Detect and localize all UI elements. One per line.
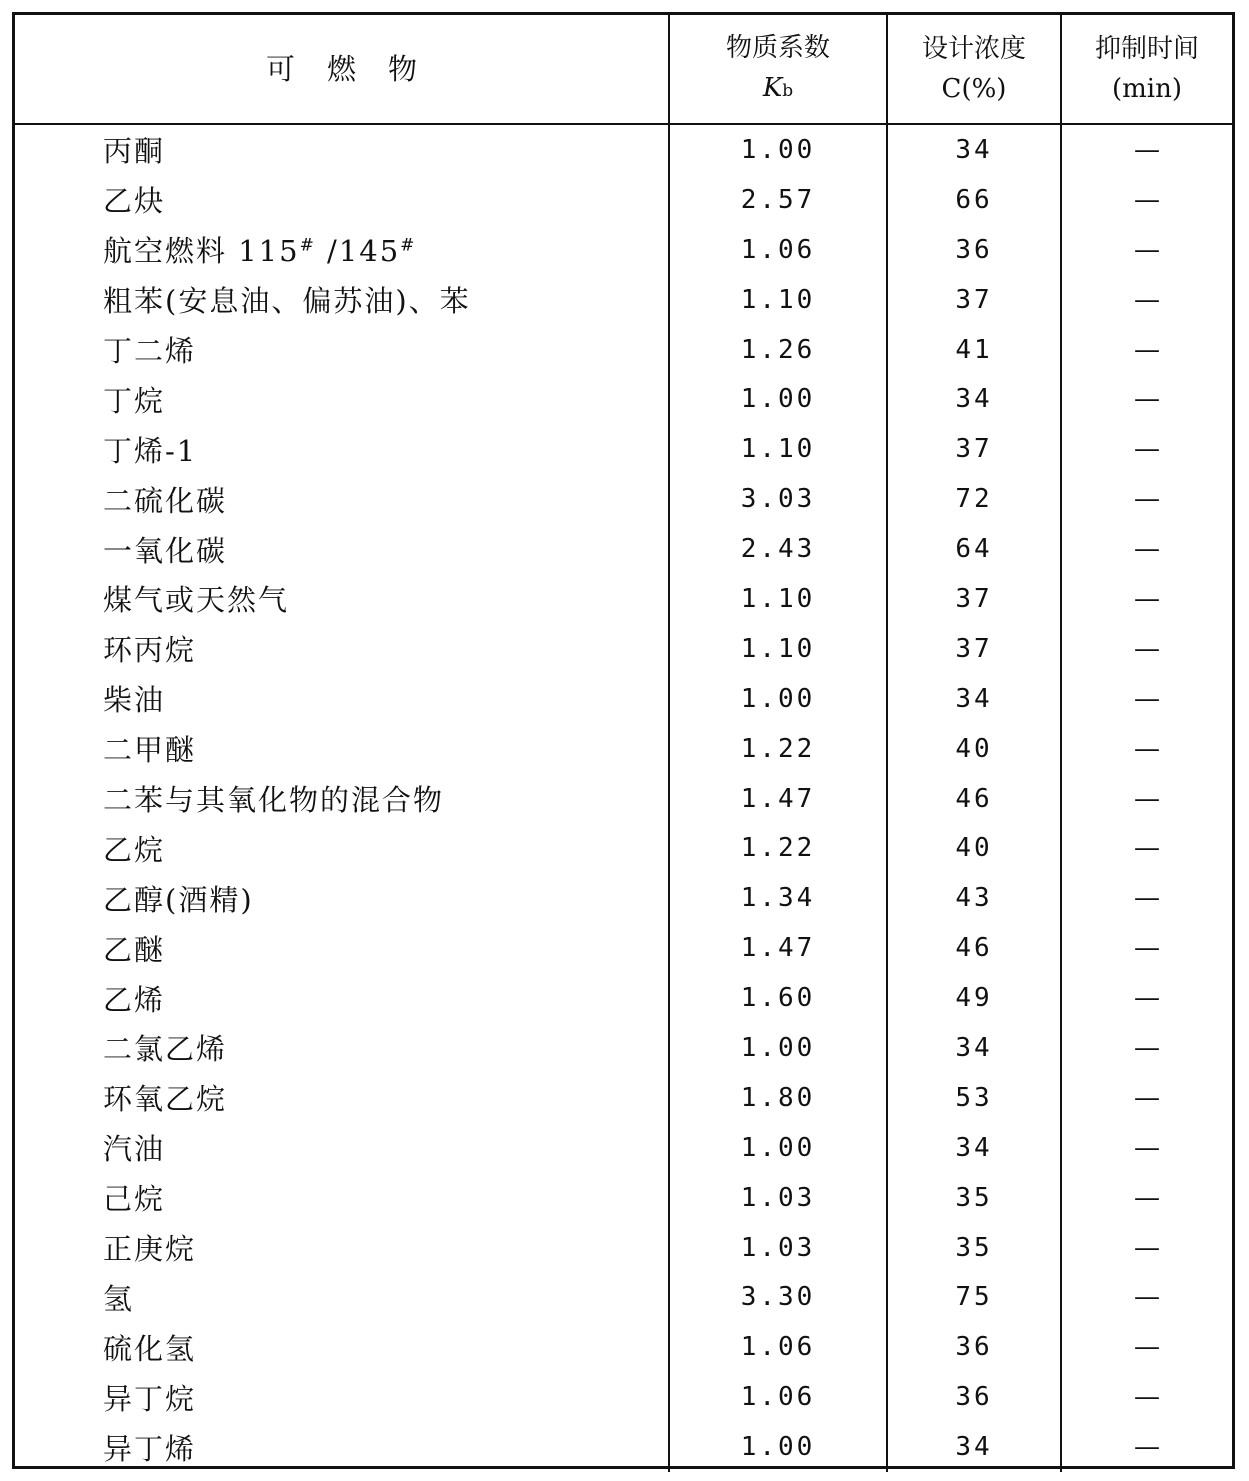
cell-concentration: 72: [887, 474, 1061, 524]
header-combustible: [15, 15, 669, 124]
cell-suppression-time: —: [1061, 275, 1232, 325]
cell-combustible: [15, 374, 669, 424]
cell-suppression-time: —: [1061, 923, 1232, 973]
cell-kb: 1.26: [669, 325, 887, 375]
cell-kb: 2.43: [669, 524, 887, 574]
cell-combustible: [15, 1422, 669, 1472]
cell-suppression-time: —: [1061, 774, 1232, 824]
cell-suppression-time: —: [1061, 225, 1232, 275]
table-row: [15, 1073, 1232, 1123]
cell-concentration: 41: [887, 325, 1061, 375]
cell-kb: 1.22: [669, 724, 887, 774]
cell-concentration: 40: [887, 823, 1061, 873]
combustible-name: 异丁烷: [103, 1381, 197, 1416]
combustible-name: 乙醚: [103, 932, 166, 967]
table-body: [15, 124, 1232, 1472]
cell-concentration: 64: [887, 524, 1061, 574]
combustible-name: 柴油: [103, 683, 166, 718]
cell-combustible: [15, 973, 669, 1023]
cell-kb: 2.57: [669, 175, 887, 225]
combustible-name: 丙酮: [103, 134, 166, 169]
cell-concentration: 37: [887, 424, 1061, 474]
cell-concentration: 43: [887, 873, 1061, 923]
cell-concentration: 75: [887, 1272, 1061, 1322]
grade-mark: #: [299, 235, 316, 256]
table-row: [15, 325, 1232, 375]
combustible-name: 丁烷: [103, 383, 166, 418]
combustible-name: 环丙烷: [103, 633, 197, 668]
cell-suppression-time: —: [1061, 124, 1232, 175]
cell-suppression-time: —: [1061, 474, 1232, 524]
table-row: [15, 1272, 1232, 1322]
cell-combustible: [15, 774, 669, 824]
cell-kb: 1.00: [669, 1023, 887, 1073]
table-row: [15, 674, 1232, 724]
cell-combustible: [15, 1322, 669, 1372]
cell-suppression-time: —: [1061, 724, 1232, 774]
header-row: [15, 15, 1232, 124]
combustible-name: 乙醇(酒精): [103, 882, 254, 917]
cell-suppression-time: —: [1061, 325, 1232, 375]
header-combustible-label: 可燃物: [265, 52, 449, 86]
cell-combustible: [15, 524, 669, 574]
cell-kb: 1.47: [669, 774, 887, 824]
header-time-unit: (min): [1111, 74, 1182, 104]
header-concentration: [887, 15, 1061, 124]
cell-kb: 1.60: [669, 973, 887, 1023]
table-row: [15, 374, 1232, 424]
cell-suppression-time: —: [1061, 1073, 1232, 1123]
cell-concentration: 46: [887, 774, 1061, 824]
combustible-name: 二苯与其氧化物的混合物: [103, 783, 445, 818]
cell-kb: 1.03: [669, 1173, 887, 1223]
combustible-name: 乙烯: [103, 982, 166, 1017]
combustible-name: 二甲醚: [103, 733, 197, 768]
header-kb-subscript: b: [782, 80, 794, 101]
cell-concentration: 34: [887, 374, 1061, 424]
header-kb-title: 物质系数: [725, 32, 830, 63]
cell-concentration: 35: [887, 1223, 1061, 1273]
cell-combustible: [15, 225, 669, 275]
cell-combustible: [15, 424, 669, 474]
cell-concentration: 37: [887, 275, 1061, 325]
header-suppression-time: [1061, 15, 1232, 124]
cell-concentration: 34: [887, 1023, 1061, 1073]
cell-kb: 1.10: [669, 624, 887, 674]
header-kb-symbol-line: [670, 68, 886, 111]
table-row: [15, 1023, 1232, 1073]
cell-kb: 1.00: [669, 124, 887, 175]
table-row: [15, 424, 1232, 474]
cell-suppression-time: —: [1061, 624, 1232, 674]
cell-kb: 1.00: [669, 1422, 887, 1472]
cell-combustible: [15, 1173, 669, 1223]
cell-kb: 1.10: [669, 574, 887, 624]
table-row: [15, 124, 1232, 175]
combustible-name: 二氯乙烯: [103, 1032, 228, 1067]
table-row: [15, 275, 1232, 325]
cell-suppression-time: —: [1061, 1023, 1232, 1073]
cell-suppression-time: —: [1061, 374, 1232, 424]
cell-suppression-time: —: [1061, 1173, 1232, 1223]
cell-suppression-time: —: [1061, 1322, 1232, 1372]
combustible-name: 航空燃料 115: [103, 234, 300, 269]
cell-combustible: [15, 873, 669, 923]
combustible-name: 氢: [103, 1281, 135, 1316]
cell-suppression-time: —: [1061, 973, 1232, 1023]
cell-combustible: [15, 474, 669, 524]
table-row: [15, 574, 1232, 624]
cell-combustible: [15, 923, 669, 973]
cell-suppression-time: —: [1061, 823, 1232, 873]
table-row: [15, 1322, 1232, 1372]
combustible-name: 丁二烯: [103, 334, 197, 368]
table-row: [15, 175, 1232, 225]
combustible-name: 粗苯(安息油、偏苏油)、苯: [103, 284, 471, 319]
cell-combustible: [15, 674, 669, 724]
combustible-name: 硫化氢: [103, 1331, 197, 1366]
cell-kb: 1.00: [669, 674, 887, 724]
cell-suppression-time: —: [1061, 1123, 1232, 1173]
combustible-name: 一氧化碳: [103, 533, 228, 568]
header-time-title: 抑制时间: [1094, 34, 1199, 64]
table-row: [15, 724, 1232, 774]
cell-suppression-time: —: [1061, 175, 1232, 225]
cell-combustible: [15, 1372, 669, 1422]
cell-suppression-time: —: [1061, 1372, 1232, 1422]
cell-concentration: 40: [887, 724, 1061, 774]
cell-suppression-time: —: [1061, 674, 1232, 724]
cell-kb: 1.00: [669, 374, 887, 424]
table-row: [15, 1123, 1232, 1173]
cell-kb: 1.00: [669, 1123, 887, 1173]
cell-kb: 1.03: [669, 1223, 887, 1273]
table-row: [15, 873, 1232, 923]
combustible-name-part: /145: [315, 234, 401, 269]
cell-concentration: 37: [887, 624, 1061, 674]
table-row: [15, 474, 1232, 524]
header-kb-symbol: K: [762, 72, 783, 103]
cell-concentration: 49: [887, 973, 1061, 1023]
table-row: [15, 823, 1232, 873]
table-row: [15, 1173, 1232, 1223]
combustible-name: 正庚烷: [103, 1232, 197, 1267]
table-row: [15, 923, 1232, 973]
combustible-table: [15, 15, 1232, 1472]
cell-kb: 1.22: [669, 823, 887, 873]
cell-concentration: 34: [887, 1123, 1061, 1173]
cell-combustible: [15, 823, 669, 873]
table-row: [15, 1372, 1232, 1422]
cell-concentration: 36: [887, 1322, 1061, 1372]
cell-combustible: [15, 1023, 669, 1073]
table-header: [15, 15, 1232, 124]
cell-combustible: [15, 624, 669, 674]
combustible-name: 己烷: [103, 1182, 166, 1217]
cell-kb: 1.10: [669, 424, 887, 474]
table-row: [15, 624, 1232, 674]
table-row: [15, 524, 1232, 574]
combustible-name: 汽油: [103, 1132, 166, 1167]
table-row: [15, 774, 1232, 824]
header-conc-title: 设计浓度: [921, 34, 1026, 64]
cell-suppression-time: —: [1061, 1272, 1232, 1322]
cell-concentration: 66: [887, 175, 1061, 225]
cell-combustible: [15, 1223, 669, 1273]
cell-combustible: [15, 574, 669, 624]
table-row: [15, 1223, 1232, 1273]
cell-suppression-time: —: [1061, 873, 1232, 923]
combustible-name: 乙炔: [103, 184, 166, 219]
cell-combustible: [15, 1272, 669, 1322]
combustible-name: 煤气或天然气: [103, 583, 290, 618]
combustible-name: 丁烯-1: [103, 433, 198, 468]
cell-concentration: 53: [887, 1073, 1061, 1123]
cell-concentration: 34: [887, 674, 1061, 724]
cell-kb: 1.34: [669, 873, 887, 923]
cell-concentration: 46: [887, 923, 1061, 973]
combustible-name: 异丁烯: [103, 1431, 197, 1466]
combustible-name: 环氧乙烷: [103, 1082, 228, 1117]
cell-combustible: [15, 724, 669, 774]
cell-kb: 1.06: [669, 225, 887, 275]
cell-combustible: [15, 275, 669, 325]
cell-concentration: 35: [887, 1173, 1061, 1223]
cell-suppression-time: —: [1061, 1223, 1232, 1273]
cell-combustible: [15, 1073, 669, 1123]
cell-combustible: [15, 124, 669, 175]
table-row: [15, 225, 1232, 275]
cell-kb: 1.10: [669, 275, 887, 325]
cell-concentration: 36: [887, 225, 1061, 275]
cell-kb: 3.30: [669, 1272, 887, 1322]
cell-concentration: 34: [887, 1422, 1061, 1472]
combustible-name: 乙烷: [103, 832, 166, 867]
table-row: [15, 1422, 1232, 1472]
cell-suppression-time: —: [1061, 1422, 1232, 1472]
header-conc-unit: C(%): [941, 74, 1007, 104]
cell-suppression-time: —: [1061, 524, 1232, 574]
cell-concentration: 34: [887, 124, 1061, 175]
grade-mark: #: [400, 235, 417, 256]
data-table-frame: [12, 12, 1235, 1469]
cell-concentration: 37: [887, 574, 1061, 624]
cell-kb: 1.06: [669, 1372, 887, 1422]
cell-kb: 3.03: [669, 474, 887, 524]
cell-combustible: [15, 1123, 669, 1173]
cell-combustible: [15, 325, 669, 375]
cell-suppression-time: —: [1061, 424, 1232, 474]
cell-concentration: 36: [887, 1372, 1061, 1422]
header-kb: [669, 15, 887, 124]
combustible-name: 二硫化碳: [103, 483, 228, 518]
cell-kb: 1.80: [669, 1073, 887, 1123]
cell-kb: 1.06: [669, 1322, 887, 1372]
cell-kb: 1.47: [669, 923, 887, 973]
cell-combustible: [15, 175, 669, 225]
cell-suppression-time: —: [1061, 574, 1232, 624]
table-row: [15, 973, 1232, 1023]
